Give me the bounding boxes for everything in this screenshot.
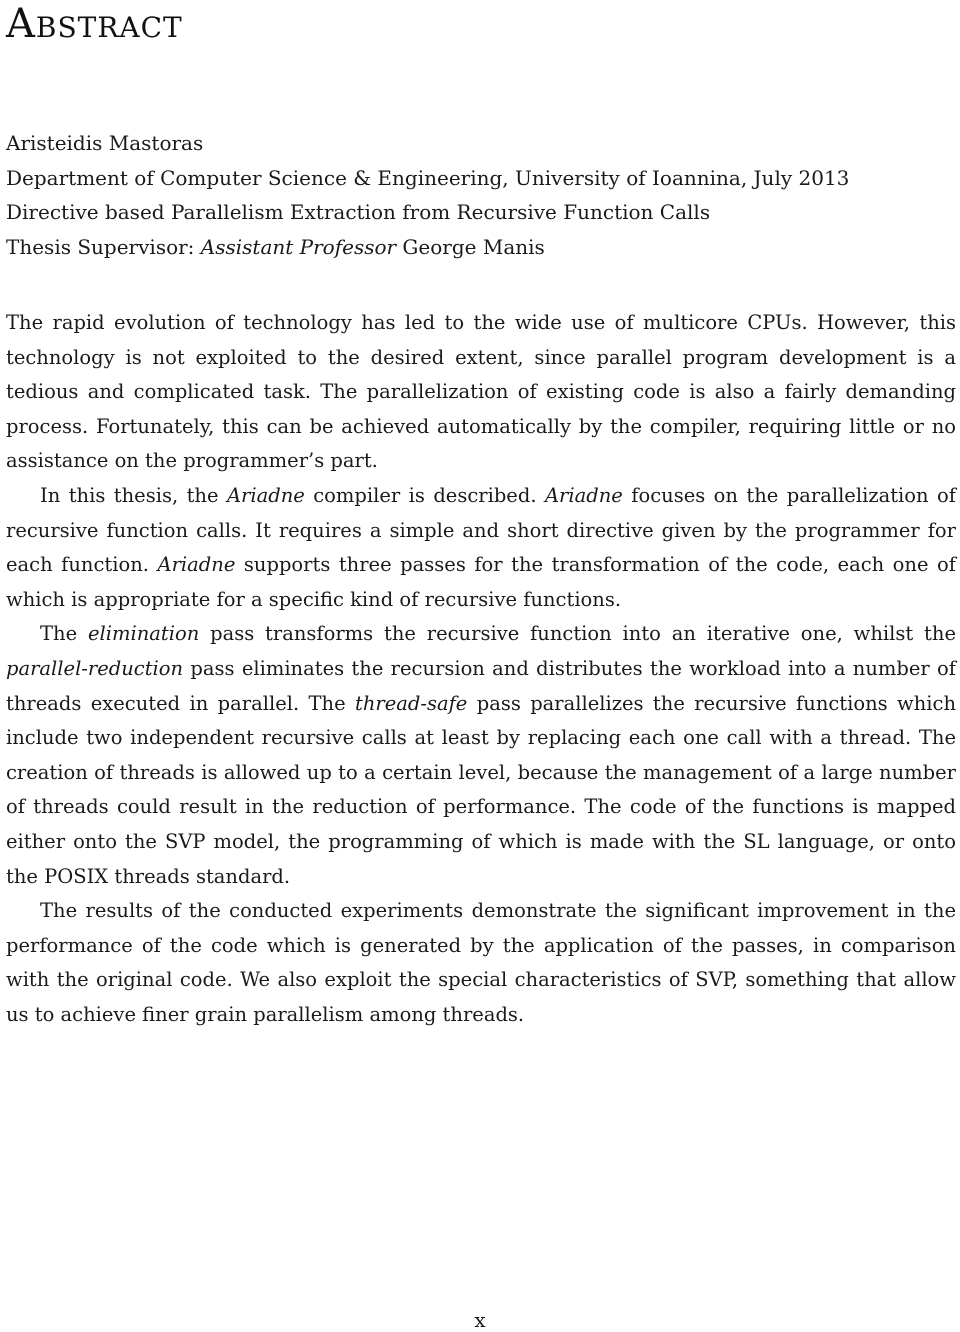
paragraph-3-text: The bbox=[40, 622, 88, 646]
thesis-title-line: Directive based Parallelism Extraction from Recursive Function Calls bbox=[6, 200, 711, 224]
paragraph-2-text: In this thesis, the bbox=[40, 483, 227, 507]
parallel-reduction-emphasis: parallel-reduction bbox=[6, 656, 184, 680]
ariadne-emphasis: Ariadne bbox=[544, 483, 623, 507]
affiliation-line: Department of Computer Science & Engineering, University of Ioannina, July 2013 bbox=[6, 165, 850, 190]
thesis-metadata bbox=[6, 126, 849, 264]
paragraph-4: The results of the conducted experiments demonstrate the significant improvement in the performance of the code which is generated by the application of the passes, in comparison with the original code. We also exploit the special characteristics of SVP, something that allow us to achieve finer grain parallelism among threads. bbox=[6, 899, 956, 1026]
paragraph-3 bbox=[6, 617, 956, 894]
paragraph-2 bbox=[6, 479, 956, 617]
author-line: Aristeidis Mastoras bbox=[6, 131, 204, 155]
page-number: x bbox=[474, 1308, 486, 1332]
supervisor-prefix: Thesis Supervisor: bbox=[6, 234, 201, 259]
paragraph-3-text: pass parallelizes the recursive functions which include two independent recursive calls at least by replacing each one call with a thread. The creation of threads is allowed up to a certain level, because the management of a large number of threads could result in the reduction of performance. The code of the functions is mapped either onto the SVP model, the programming of which is made with the SL language, or onto the POSIX threads standard. bbox=[6, 691, 956, 888]
thread-safe-emphasis: thread-safe bbox=[355, 691, 468, 715]
paragraph-3-text: pass eliminates the recursion and distributes the workload into a number of threads executed in parallel. The bbox=[6, 656, 956, 715]
paragraph-2-text: supports three passes for the transformation of the code, each one of which is appropriate for a specific kind of recursive functions. bbox=[6, 553, 956, 611]
supervisor-rank: Assistant Professor bbox=[200, 234, 397, 259]
elimination-emphasis: elimination bbox=[87, 622, 200, 646]
supervisor-name: George Manis bbox=[396, 234, 545, 259]
ariadne-emphasis: Ariadne bbox=[157, 553, 236, 577]
paragraph-2-text: compiler is described. bbox=[304, 483, 545, 507]
paragraph-2-text: focuses on the parallelization of recursive function calls. It requires a simple and short directive given by the programmer for each function. bbox=[6, 483, 956, 577]
supervisor-line bbox=[6, 230, 849, 265]
paragraph-3-text: pass transforms the recursive function into an iterative one, whilst the bbox=[199, 622, 956, 646]
page-heading: Abstract bbox=[6, 1, 183, 47]
paragraph-1: The rapid evolution of technology has led to the wide use of multicore CPUs. However, this technology is not exploited to the desired extent, since parallel program development is a tedious and complicated task. The parallelization of existing code is also a fairly demanding process. Fortunately, this can be achieved automatically by the compiler, requiring little or no assistance on the programmer’s part. bbox=[6, 311, 956, 473]
ariadne-emphasis: Ariadne bbox=[226, 483, 305, 507]
abstract-body bbox=[6, 306, 956, 1032]
